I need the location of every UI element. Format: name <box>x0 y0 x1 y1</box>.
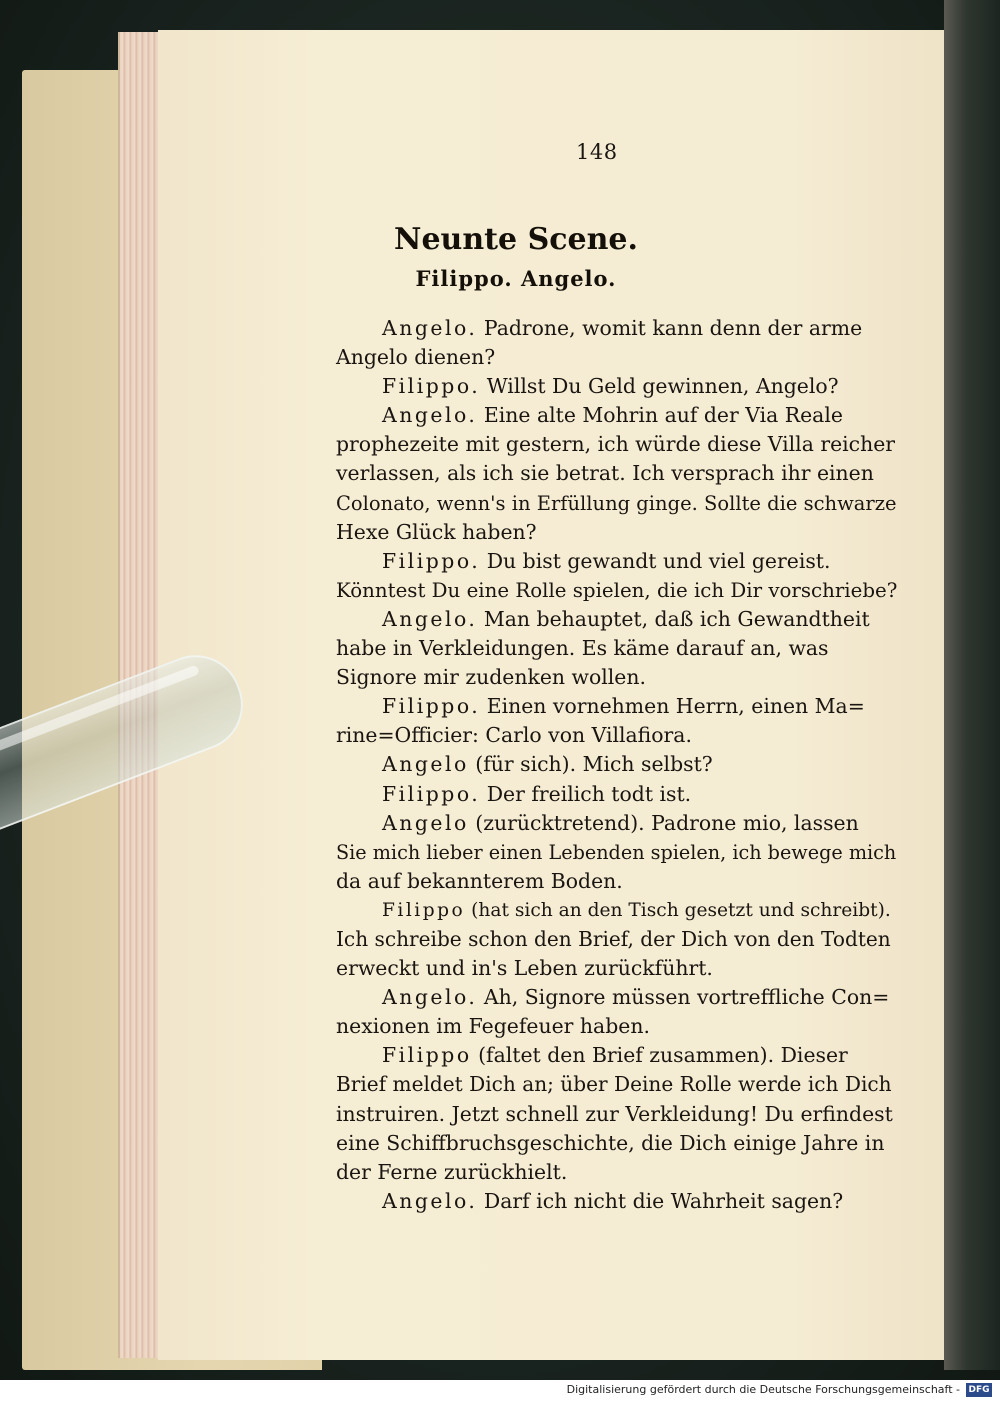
text-line <box>336 576 896 605</box>
text-line <box>336 372 896 401</box>
text-line <box>336 547 896 576</box>
line-text: nexionen im Fegefeuer haben. <box>336 1014 650 1039</box>
text-line <box>336 983 896 1012</box>
speaker-name: Filippo. <box>382 781 481 806</box>
text-line <box>336 634 896 663</box>
line-text: Padrone, womit kann denn der arme <box>477 316 863 340</box>
line-text: Angelo dienen? <box>336 345 496 370</box>
dfg-logo: DFG <box>966 1383 992 1397</box>
scene-title: Neunte Scene. <box>394 222 638 257</box>
line-text: prophezeite mit gestern, ich würde diese Villa reicher <box>336 432 896 457</box>
line-text: Signore mir zudenken wollen. <box>336 665 646 690</box>
scene-persons: Filippo. Angelo. <box>415 266 617 291</box>
text-line <box>336 1100 896 1129</box>
speaker-name: Filippo. <box>382 548 481 573</box>
text-line <box>336 809 896 838</box>
speaker-name: Filippo. <box>382 694 481 719</box>
text-line <box>336 692 896 721</box>
line-text: erweckt und in's Leben zurückführt. <box>336 956 713 981</box>
text-line <box>336 401 896 430</box>
text-line <box>336 867 896 896</box>
text-line <box>336 1129 896 1158</box>
line-text: verlassen, als ich sie betrat. Ich versprach ihr einen <box>336 461 874 486</box>
text-line <box>336 1041 896 1070</box>
line-text: habe in Verkleidungen. Es käme darauf an, was <box>336 636 829 661</box>
speaker-name: Angelo. <box>382 1188 478 1213</box>
speaker-name: Angelo. <box>382 403 478 428</box>
text-line <box>336 750 896 779</box>
line-text: Ich schreibe schon den Brief, der Dich von den Todten <box>336 926 891 951</box>
speaker-name: Filippo. <box>382 374 481 399</box>
text-line <box>336 896 896 925</box>
line-text: da auf bekannterem Boden. <box>336 868 623 893</box>
line-text: Willst Du Geld gewinnen, Angelo? <box>480 374 839 399</box>
text-line <box>336 605 896 634</box>
speaker-name: Angelo <box>382 810 469 835</box>
line-text: Könntest Du eine Rolle spielen, die ich Dir vorschriebe? <box>336 578 898 602</box>
line-text: (zurücktretend). Padrone mio, lassen <box>468 810 859 835</box>
body-text <box>336 314 896 1216</box>
text-line <box>336 780 896 809</box>
speaker-name: Angelo <box>382 752 469 777</box>
text-line <box>336 663 896 692</box>
text-line <box>336 954 896 983</box>
line-text: Eine alte Mohrin auf der Via Reale <box>477 403 843 428</box>
line-text: (für sich). Mich selbst? <box>468 752 713 777</box>
line-text: Ah, Signore müssen vortreffliche Con= <box>477 985 890 1010</box>
line-text: Einen vornehmen Herrn, einen Ma= <box>480 694 865 719</box>
text-line <box>336 343 896 372</box>
line-text: rine=Officier: Carlo von Villafiora. <box>336 723 692 748</box>
line-text: Der freilich todt ist. <box>480 781 692 806</box>
binding-shadow <box>944 0 1000 1370</box>
speaker-name: Angelo. <box>382 985 478 1010</box>
line-text: Hexe Glück haben? <box>336 519 537 544</box>
text-line <box>336 1012 896 1041</box>
line-text: eine Schiffbruchsgeschichte, die Dich einige Jahre in <box>336 1130 885 1155</box>
text-line <box>336 314 896 343</box>
line-text: der Ferne zurückhielt. <box>336 1159 568 1184</box>
text-line <box>336 925 896 954</box>
line-text: Man behauptet, daß ich Gewandtheit <box>477 606 870 631</box>
text-line <box>336 838 896 867</box>
line-text: Colonato, wenn's in Erfüllung ginge. Sollte die schwarze <box>336 491 897 515</box>
speaker-name: Filippo <box>382 899 466 921</box>
text-line <box>336 721 896 750</box>
text-line <box>336 459 896 488</box>
line-text: Sie mich lieber einen Lebenden spielen, ich bewege mich <box>336 840 897 864</box>
line-text: (faltet den Brief zusammen). Dieser <box>471 1043 848 1068</box>
speaker-name: Angelo. <box>382 606 478 631</box>
footer-credit: Digitalisierung gefördert durch die Deutsche Forschungsgemeinschaft - <box>566 1383 960 1396</box>
line-text: Darf ich nicht die Wahrheit sagen? <box>477 1188 844 1213</box>
line-text: instruiren. Jetzt schnell zur Verkleidung! Du erfindest <box>336 1101 893 1126</box>
line-text: Brief meldet Dich an; über Deine Rolle werde ich Dich <box>336 1072 892 1097</box>
text-line <box>336 489 896 518</box>
page-number: 148 <box>576 140 618 164</box>
text-line <box>336 1187 896 1216</box>
text-line <box>336 430 896 459</box>
text-line <box>336 518 896 547</box>
text-line <box>336 1158 896 1187</box>
speaker-name: Filippo <box>382 1043 472 1068</box>
line-text: Du bist gewandt und viel gereist. <box>480 548 831 573</box>
line-text: (hat sich an den Tisch gesetzt und schreibt). <box>465 899 891 921</box>
speaker-name: Angelo. <box>382 316 478 340</box>
text-line <box>336 1070 896 1099</box>
